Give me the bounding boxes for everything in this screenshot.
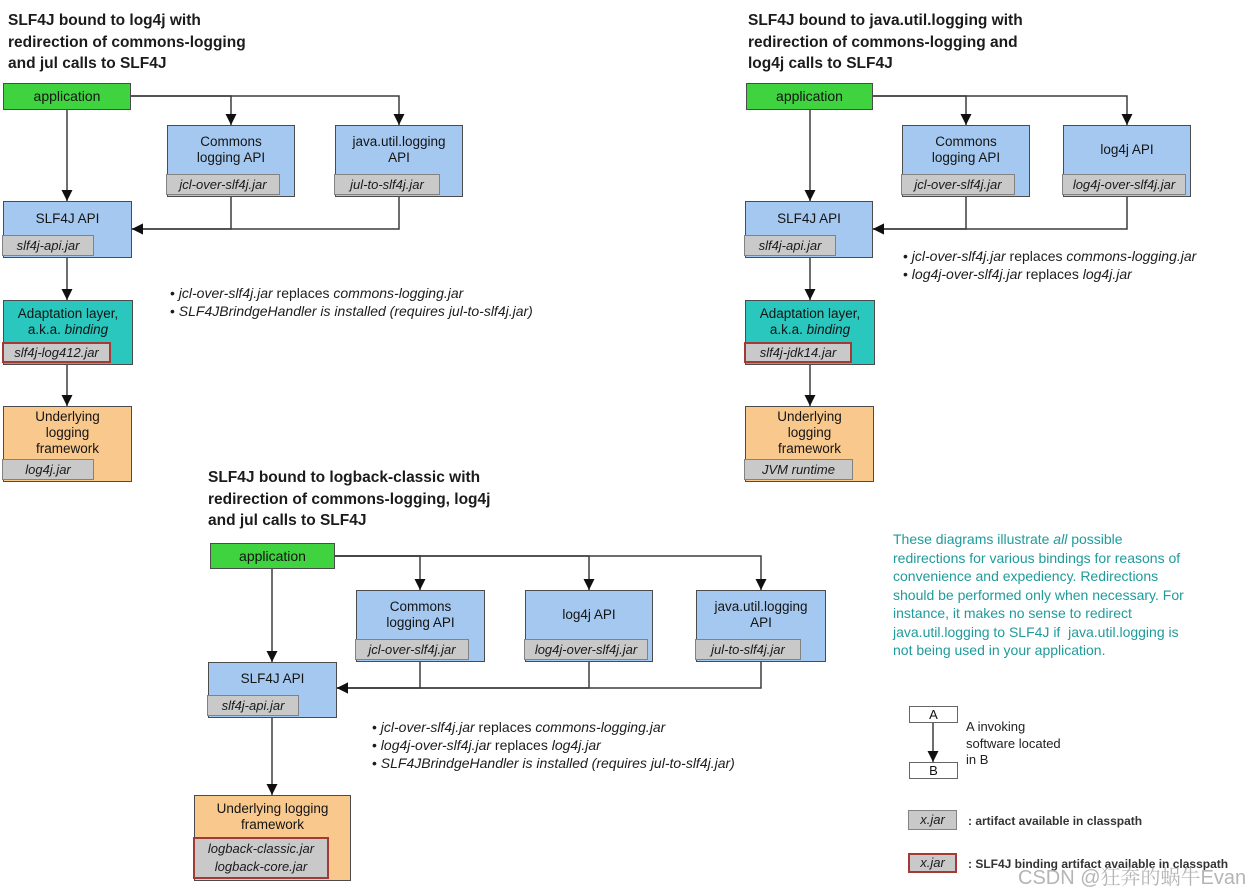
box-label-line: logging [787,425,832,440]
box-label-line: Commons [389,599,452,614]
bullets-bound-to-log4j [170,284,533,320]
jar-tag-d2-adaptation-layer [744,342,852,363]
text-segment: replaces [474,719,536,735]
box-label-line: application [33,88,101,104]
box-d3-application [210,543,335,569]
box-label-line: Commons [200,134,262,149]
box-label [211,544,334,567]
jar-tag-d1-commons-logging-api [166,174,280,195]
jar-tag-line: jul-to-slf4j.jar [711,641,785,657]
box-d2-application [746,83,873,110]
text-segment: java.util.logging to SLF4J if java.util.logging is [893,623,1179,640]
jar-tag-line: log4j.jar [25,461,71,477]
jar-tag-d2-slf4j-api [744,235,836,256]
bullet-line: • jcl-over-slf4j.jar replaces commons-logging.jar [170,285,464,301]
box-label-line: API [388,150,410,165]
jar-tag-line: jcl-over-slf4j.jar [914,176,1002,192]
jar-tag-line: x.jar [920,812,945,827]
box-label-line: SLF4J API [240,671,305,686]
jar-tag-line: slf4j-jdk14.jar [759,344,837,360]
title-line: log4j calls to SLF4J [748,55,893,72]
bullet-line: • jcl-over-slf4j.jar replaces commons-logging.jar [372,719,666,735]
legend-jar-tag-binding-artifact-classpath [908,853,957,873]
text-segment: log4j-over-slf4j.jar [380,737,492,753]
text-segment: commons-logging.jar [535,719,666,735]
bullets-bound-to-java-util-logging [903,247,1196,283]
jar-tag-d3-log4j-api [524,639,648,660]
text-segment: log4j.jar [1082,266,1132,282]
jar-tag-d2-log4j-api [1062,174,1186,195]
bullet-line: • log4j-over-slf4j.jar replaces log4j.jar [372,737,601,753]
legend-caption [966,719,1061,769]
box-label-line: logging API [386,615,455,630]
box-label-line: java.util.logging [352,134,446,149]
text-segment: replaces [1005,248,1067,264]
text-segment: binding [64,321,109,337]
bullet-line: • SLF4JBrindgeHandler is installed (requires jul-to-slf4j.jar) [372,755,735,771]
box-label [746,407,873,459]
jar-tag-line: log4j-over-slf4j.jar [534,641,638,657]
box-label [1064,126,1190,174]
legend-node-b: B [909,762,958,779]
text-segment: jcl-over-slf4j.jar [178,285,273,301]
box-label-line: Commons [935,134,997,149]
note-line [893,641,1248,660]
legend-caption-line: software located [966,735,1061,751]
box-label-line: SLF4J API [35,210,100,226]
box-label-line [770,322,850,338]
box-label-line: application [776,88,843,104]
box-label-line: logging [45,425,90,440]
box-label-line: logging API [931,150,1001,165]
box-label-line: application [239,547,306,564]
text-segment: binding [806,321,851,337]
jar-tag-d3-slf4j-api [207,695,299,716]
text-segment: should be performed only when necessary. For [893,586,1184,603]
text-segment: log4j.jar [551,737,601,753]
box-label [903,126,1029,174]
jar-tag-line: logback-classic.jar [207,841,315,856]
text-segment: commons-logging.jar [1066,248,1197,264]
text-segment: SLF4JBrindgeHandler is installed (requires jul-to-slf4j.jar) [380,755,735,771]
box-label-line: logging API [196,150,266,165]
jar-tag-d2-commons-logging-api [901,174,1015,195]
note-line [893,586,1248,605]
jar-tag-line: logback-core.jar [214,859,308,874]
text-segment: SLF4JBrindgeHandler is installed (requires jul-to-slf4j.jar) [178,303,533,319]
box-label [195,796,350,837]
jar-tag-line: slf4j-api.jar [758,237,822,253]
text-segment: convenience and expediency. Redirections [893,568,1159,584]
box-label [168,126,294,174]
jar-tag-d3-underlying-framework [193,837,329,879]
legend-node-a: A [909,706,958,723]
bullets-bound-to-logback-classic [372,718,735,772]
jar-tag-d1-slf4j-api [2,235,94,256]
jar-tag-d1-adaptation-layer [2,342,111,363]
box-label-line: API [750,615,772,630]
jar-tag-line: slf4j-log412.jar [14,344,99,360]
text-segment: log4j-over-slf4j.jar [911,266,1023,282]
box-label [4,301,132,342]
note-line [893,549,1248,568]
text-segment: a.k.a. [769,321,807,337]
text-segment: replaces [491,737,552,753]
legend-item-text-binding-artifact-classpath: : SLF4J binding artifact available in classpath [968,857,1229,871]
box-label-line: Underlying [35,409,100,424]
text-segment: a.k.a. [27,321,65,337]
box-label-line: SLF4J API [777,210,841,226]
box-label [746,202,872,235]
watermark: CSDN @狂奔的蜗牛Evan [1018,867,1247,889]
note-line [893,567,1248,586]
diagram-title-bound-to-java-util-logging [748,10,1023,75]
jar-tag-d1-underlying-framework [2,459,94,480]
note-line [893,530,1248,549]
bullet-line: • log4j-over-slf4j.jar replaces log4j.jar [903,266,1132,282]
box-label [209,663,336,695]
jar-tag-d1-java-util-logging-api [334,174,440,195]
jar-tag-line: log4j-over-slf4j.jar [1072,176,1176,192]
text-segment: commons-logging.jar [333,285,464,301]
jar-tag-d2-underlying-framework [744,459,853,480]
title-line: SLF4J bound to java.util.logging with [748,12,1023,29]
title-line: SLF4J bound to logback-classic with [208,469,481,486]
legend-jar-tag-artifact-classpath [908,810,957,830]
box-label-line: Adaptation layer, [759,305,861,321]
text-segment: not being used in your application. [893,642,1106,658]
box-d1-application [3,83,131,110]
box-label [697,591,825,639]
box-label-line: Underlying [777,409,842,424]
box-label-line: framework [240,816,304,832]
diagram-title-bound-to-log4j [8,10,246,75]
title-line: SLF4J bound to log4j with [8,12,201,29]
box-label-line [28,322,108,338]
text-segment: possible [1067,531,1123,547]
box-label [526,591,652,639]
box-label-line: framework [777,441,841,456]
text-segment: redirections for various bindings for reasons of [893,549,1181,566]
legend-caption-line: in B [966,752,989,767]
box-label [357,591,484,639]
bullet-line: • SLF4JBrindgeHandler is installed (requires jul-to-slf4j.jar) [170,303,533,319]
jar-tag-line: JVM runtime [762,461,835,477]
note-paragraph [893,530,1248,660]
box-label [4,407,131,459]
text-segment: jcl-over-slf4j.jar [911,248,1006,264]
text-segment: replaces [1022,266,1083,282]
box-label [4,202,131,235]
box-label [747,84,872,108]
text-segment: instance, it makes no sense to redirect [893,605,1132,621]
box-label-line: Adaptation layer, [17,305,119,321]
jar-tag-d3-java-util-logging-api [695,639,801,660]
box-label-line: java.util.logging [714,599,808,614]
box-label-line: Underlying logging [216,800,329,816]
box-label-line: log4j API [562,607,616,622]
diagram-title-bound-to-logback-classic [208,467,490,532]
jar-tag-line: jul-to-slf4j.jar [350,176,424,192]
text-segment: jcl-over-slf4j.jar [380,719,475,735]
title-line: redirection of commons-logging and [748,33,1018,51]
text-segment: all [1053,531,1068,547]
jar-tag-d3-commons-logging-api [355,639,469,660]
box-label [336,126,462,174]
title-line: redirection of commons-logging, log4j [208,490,491,508]
box-label [746,301,874,342]
text-segment: These diagrams illustrate [893,531,1054,547]
jar-tag-line: jcl-over-slf4j.jar [179,176,267,192]
box-label-line: framework [35,441,99,456]
box-label-line: log4j API [1100,142,1154,157]
title-line: and jul calls to SLF4J [208,512,367,529]
title-line: and jul calls to SLF4J [8,55,167,72]
jar-tag-line: slf4j-api.jar [16,237,80,253]
jar-tag-line: x.jar [920,855,945,870]
box-label [4,84,130,108]
bullet-line: • jcl-over-slf4j.jar replaces commons-logging.jar [903,248,1197,264]
jar-tag-line: jcl-over-slf4j.jar [368,641,456,657]
legend-item-text-artifact-classpath: : artifact available in classpath [968,814,1143,828]
legend-caption-line: A invoking [966,719,1026,734]
note-line [893,604,1248,623]
note-line [893,623,1248,642]
text-segment: replaces [272,285,334,301]
jar-tag-line: slf4j-api.jar [221,697,285,713]
title-line: redirection of commons-logging [8,33,246,51]
